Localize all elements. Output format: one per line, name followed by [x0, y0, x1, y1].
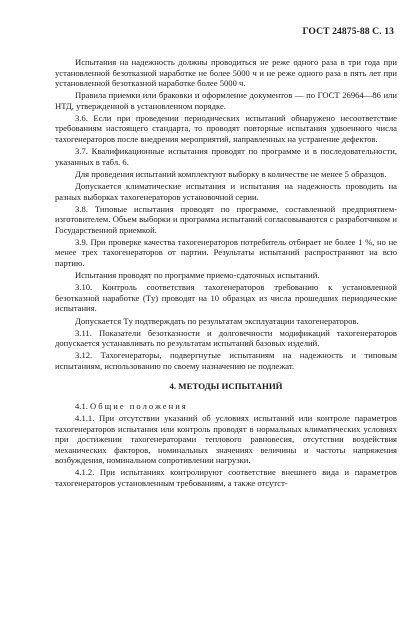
paragraph: Для проведения испытаний комплектуют выборку в количестве не менее 5 образцов.	[75, 168, 387, 179]
page-header: ГОСТ 24875-88 С. 13	[302, 26, 394, 37]
paragraph: 3.10. Контроль соответствия тахогенераторов требованию к установленной безотказной наработке (Tу) проводят на 10 образцах из числа прошедших периодические испытания.	[55, 282, 397, 314]
paragraph: Допускается климатические испытания и испытания на надежность проводить на разных выборках тахогенераторов установочной серии.	[55, 180, 397, 202]
subsection-title: Общие положения	[90, 400, 188, 411]
paragraph: Допускается Tу подтверждать по результатам эксплуатации тахогенераторов.	[75, 315, 359, 326]
paragraph: Испытания на надежность должны проводиться не реже одного раза в три года при установленной безотказной наработке не более 5000 ч и не реже одного раза в пять лет при установленной безотказной наработке более 5000 ч.	[55, 57, 397, 89]
paragraph: 3.9. При проверке качества тахогенераторов потребитель отбирает не более 1 %, но не менее трех тахогенераторов от партии. Результаты испытаний распространяют на всю партию.	[55, 236, 397, 268]
subsection-number: 4.1.	[75, 400, 88, 411]
paragraph: 3.12. Тахогенераторы, подвергнутые испытаниям на надежность и типовым испытаниям, использованию по своему назначению не подлежат.	[55, 350, 397, 371]
paragraph: 3.8. Типовые испытания проводят по программе, составленной предприятием-изготовителем. Объем выборки и программа испытаний согласовываются с разработчиком и Государственной приемкой.	[55, 203, 397, 235]
paragraph: 3.6. Если при проведении периодических испытаний обнаружено несоответствие требованиям настоящего стандарта, то проводят повторные испытания удвоенного числа тахогенераторов после внедрения мероприятий, направленных на устранение дефектов.	[55, 112, 397, 145]
paragraph: 3.7. Квалификационные испытания проводят по программе и в последовательности, указанных в табл. 6.	[55, 146, 397, 167]
document-body	[55, 57, 397, 490]
section-heading: 4. МЕТОДЫ ИСПЫТАНИЙ	[169, 381, 283, 392]
paragraph: Испытания проводят по программе приемо-сдаточных испытаний.	[75, 270, 320, 281]
paragraph: 3.11. Показатели безотказности и долговечности модификаций тахогенераторов допускается устанавливать по результатам испытаний базовых изделий.	[55, 327, 397, 349]
paragraph: 4.1.1. При отсутствии указаний об условиях испытаний или контроле параметров тахогенераторов испытания или контроль проводят в нормальных климатических условиях при достижении тахогенераторами теплового равновесия, отсутствии воздействия механических факторов, номинальных значениях величины и частоты напряжения возбуждения, номинальном сопротивлении нагрузки.	[55, 413, 397, 466]
subsection-heading	[55, 401, 397, 412]
paragraph: Правила приемки или браковки и оформление документов — по ГОСТ 26964—86 или НТД, утвержденной в установленном порядке.	[55, 90, 397, 111]
paragraph: 4.1.2. При испытаниях контролируют соответствие внешнего вида и параметров тахогенераторов установленным требованиям, а также отсутст-	[55, 467, 397, 488]
